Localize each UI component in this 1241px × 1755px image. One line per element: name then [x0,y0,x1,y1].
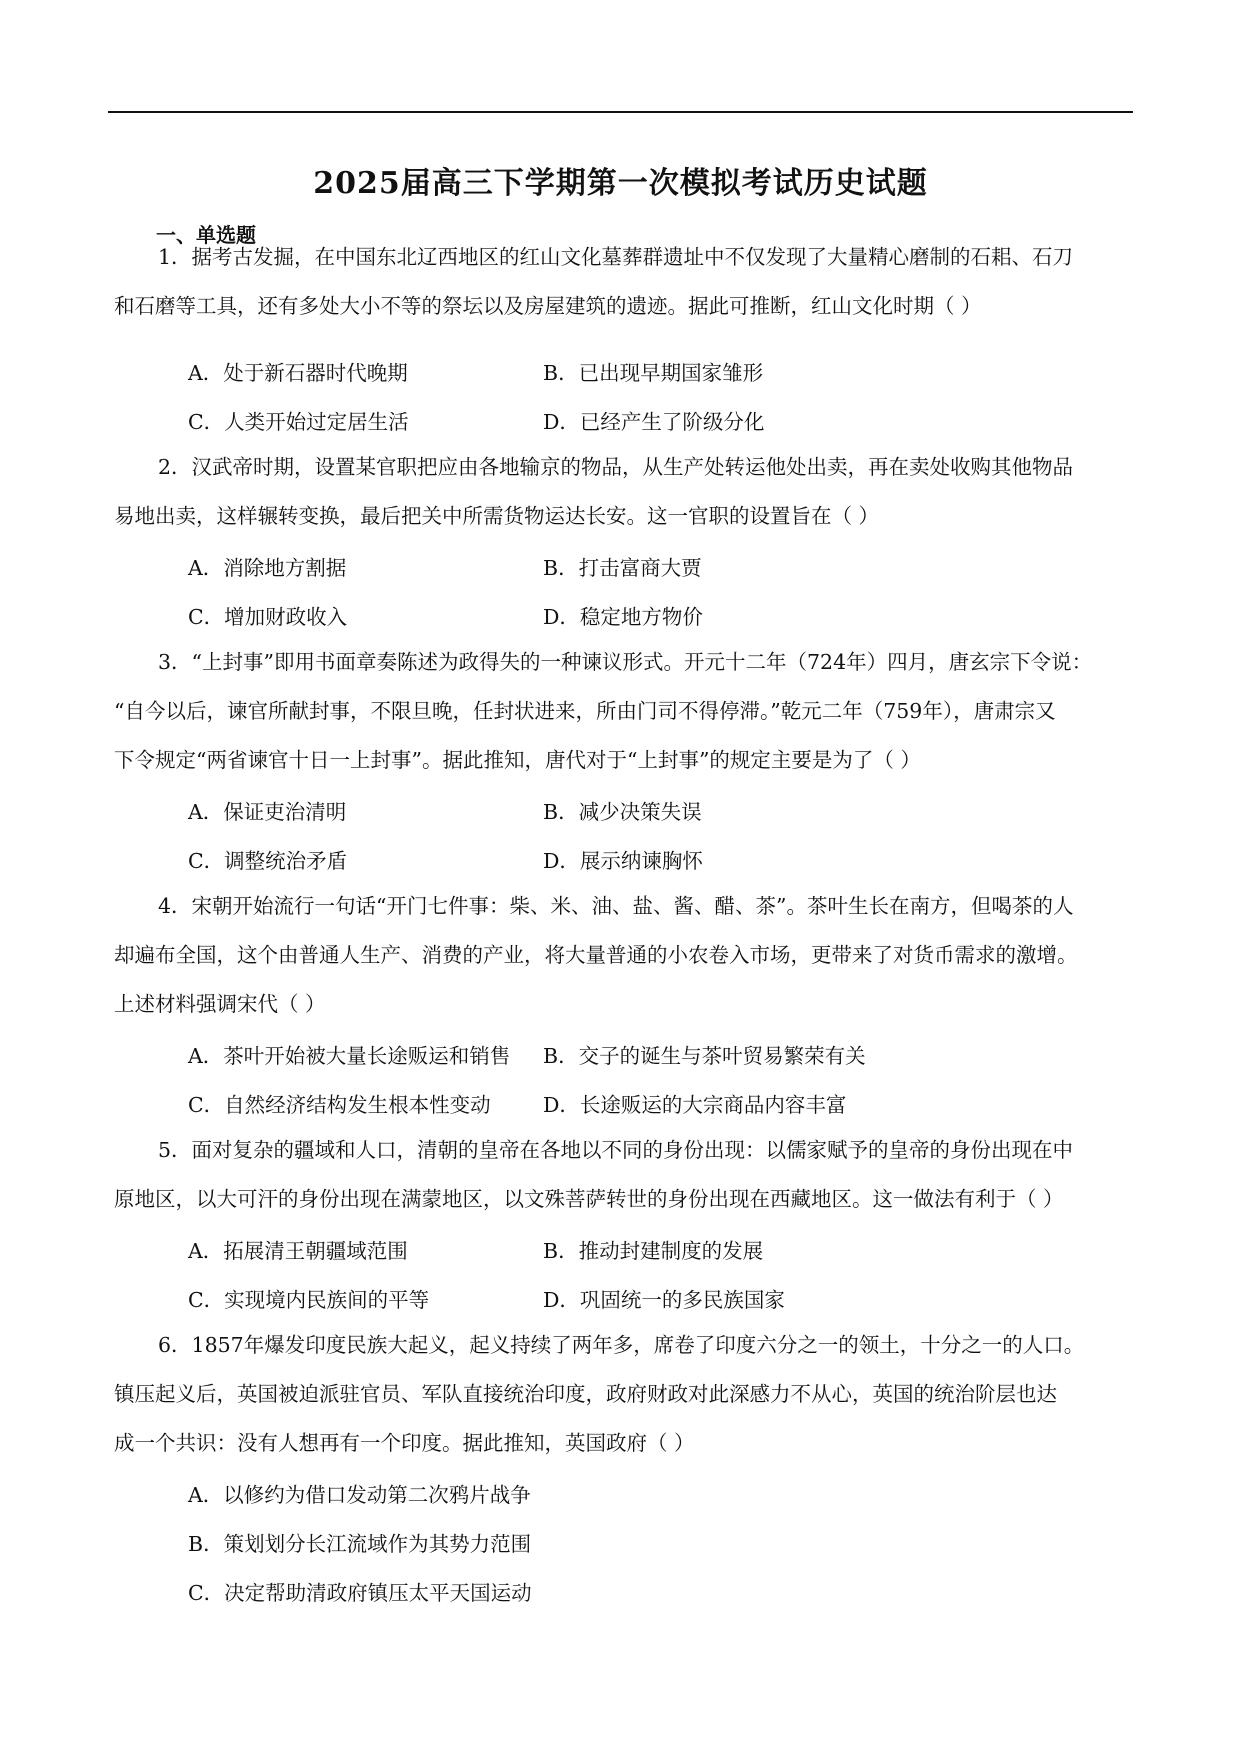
question-line: 下令规定“两省谏官十日一上封事”。据此推知，唐代对于“上封事”的规定主要是为了（ ） [114,748,921,772]
option-b[interactable]: B．推动封建制度的发展 [543,1239,764,1263]
option-a[interactable]: A．以修约为借口发动第二次鸦片战争 [188,1483,531,1507]
option-a[interactable]: A．保证吏治清明 [188,800,347,824]
question-2 [114,443,1134,541]
option-d[interactable]: D．稳定地方物价 [543,605,703,629]
option-a[interactable]: A．茶叶开始被大量长途贩运和销售 [188,1044,511,1068]
option-d[interactable]: D．巩固统一的多民族国家 [543,1288,785,1312]
option-c[interactable]: C．人类开始过定居生活 [188,410,409,434]
option-a[interactable]: A．处于新石器时代晚期 [188,361,408,385]
question-line: 5．面对复杂的疆域和人口，清朝的皇帝在各地以不同的身份出现：以儒家赋予的皇帝的身份出现在中 [158,1138,1074,1162]
header-rule [108,111,1133,113]
question-4 [114,882,1134,1029]
question-line: 易地出卖，这样辗转变换，最后把关中所需货物运达长安。这一官职的设置旨在（ ） [114,504,880,528]
question-5 [114,1126,1134,1224]
option-a[interactable]: A．消除地方割据 [188,556,347,580]
option-c[interactable]: C．调整统治矛盾 [188,849,348,873]
option-a[interactable]: A．拓展清王朝疆域范围 [188,1239,408,1263]
question-line: 上述材料强调宋代（ ） [114,992,326,1016]
option-b[interactable]: B．打击富商大贾 [543,556,702,580]
option-b[interactable]: B．策划划分长江流域作为其势力范围 [188,1532,532,1556]
question-line: 却遍布全国，这个由普通人生产、消费的产业，将大量普通的小农卷入市场，更带来了对货币需求的激增。 [114,943,1078,967]
section-heading: 一、单选题 [156,223,256,247]
question-line: 3．“上封事”即用书面章奏陈述为政得失的一种谏议形式。开元十二年（724年）四月，唐玄宗下令说： [158,650,1093,674]
option-b[interactable]: B．减少决策失误 [543,800,702,824]
question-line: 6．1857年爆发印度民族大起义，起义持续了两年多，席卷了印度六分之一的领土，十分之一的人口。 [158,1333,1085,1357]
question-6 [114,1321,1134,1468]
option-c[interactable]: C．决定帮助清政府镇压太平天国运动 [188,1581,532,1605]
option-c[interactable]: C．实现境内民族间的平等 [188,1288,430,1312]
option-d[interactable]: D．已经产生了阶级分化 [543,410,765,434]
question-line: 1．据考古发掘，在中国东北辽西地区的红山文化墓葬群遗址中不仅发现了大量精心磨制的石耜、石刀 [158,245,1074,269]
question-line: 原地区，以大可汗的身份出现在满蒙地区，以文殊菩萨转世的身份出现在西藏地区。这一做法有利于（ ） [114,1187,1064,1211]
question-line: 成一个共识：没有人想再有一个印度。据此推知，英国政府（ ） [114,1431,695,1455]
option-c[interactable]: C．自然经济结构发生根本性变动 [188,1093,491,1117]
option-d[interactable]: D．长途贩运的大宗商品内容丰富 [543,1093,847,1117]
page-title: 2025届高三下学期第一次模拟考试历史试题 [313,166,928,201]
question-3 [114,638,1134,785]
option-b[interactable]: B．交子的诞生与茶叶贸易繁荣有关 [543,1044,866,1068]
option-d[interactable]: D．展示纳谏胸怀 [543,849,703,873]
option-c[interactable]: C．增加财政收入 [188,605,348,629]
question-line: 4．宋朝开始流行一句话“开门七件事：柴、米、油、盐、酱、醋、茶”。茶叶生长在南方，但喝茶的人 [158,894,1074,918]
question-1 [114,233,1134,331]
option-b[interactable]: B．已出现早期国家雏形 [543,361,764,385]
question-line: 2．汉武帝时期，设置某官职把应由各地输京的物品，从生产处转运他处出卖，再在卖处收购其他物品 [158,455,1074,479]
question-line: 和石磨等工具，还有多处大小不等的祭坛以及房屋建筑的遗迹。据此可推断，红山文化时期（ ） [114,294,982,318]
question-line: 镇压起义后，英国被迫派驻官员、军队直接统治印度，政府财政对此深感力不从心，英国的统治阶层也达 [114,1382,1057,1406]
question-line: “自今以后，谏官所献封事，不限旦晚，任封状进来，所由门司不得停滞。”乾元二年（759年），唐肃宗又 [114,699,1056,723]
